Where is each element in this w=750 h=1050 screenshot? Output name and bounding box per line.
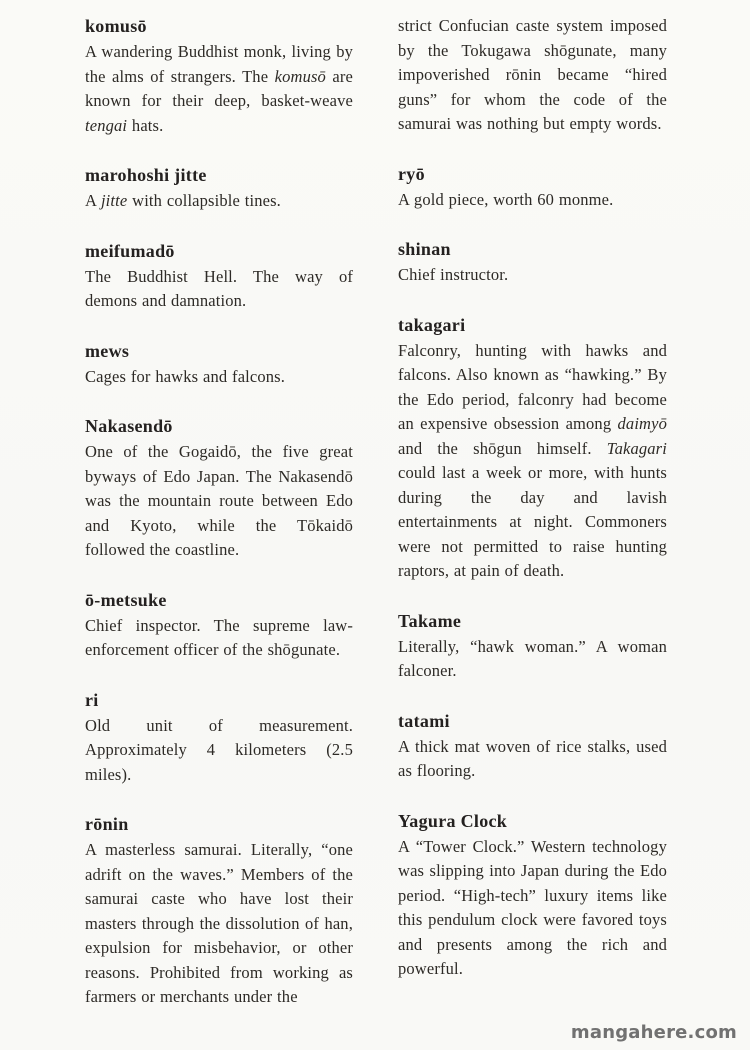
- glossary-definition: [398, 835, 667, 982]
- definition-segment: A: [85, 191, 101, 210]
- glossary-entry: [398, 809, 667, 982]
- definition-segment: hats.: [127, 115, 164, 135]
- definition-segment: A wandering Buddhist monk, living by the alms of strangers. The: [85, 42, 353, 86]
- glossary-entry: [85, 688, 353, 788]
- glossary-entry: [85, 588, 353, 663]
- glossary-term: Yagura Clock: [398, 810, 508, 831]
- definition-segment: One of the Gogaidō, the five great byways of Edo Japan. The Nakasendō was the mountain route between Edo and Kyoto, while the Tōkaidō followed the coastline.: [85, 442, 353, 559]
- glossary-definition: [398, 188, 667, 213]
- definition-segment: Old unit of measurement. Approximately 4 kilometers (2.5 miles).: [85, 715, 353, 784]
- glossary-definition: [398, 14, 667, 137]
- glossary-definition: [85, 838, 353, 1010]
- glossary-definition: [85, 265, 353, 314]
- definition-italic-segment: komusō: [274, 66, 326, 86]
- definition-italic-segment: jitte: [100, 191, 128, 210]
- glossary-column-left: [85, 14, 353, 1035]
- glossary-definition: [85, 440, 353, 563]
- glossary-term: mews: [85, 340, 130, 361]
- glossary-definition: [398, 339, 667, 584]
- glossary-term: Takame: [398, 610, 462, 631]
- glossary-definition: [398, 263, 667, 288]
- definition-segment: A thick mat woven of rice stalks, used as flooring.: [398, 736, 667, 780]
- glossary-definition: [85, 714, 353, 788]
- glossary-term: Nakasendō: [85, 416, 173, 436]
- definition-italic-segment: Takagari: [606, 438, 667, 458]
- glossary-definition: [85, 40, 353, 138]
- glossary-definition: [398, 635, 667, 684]
- glossary-column-right: [398, 14, 667, 1007]
- glossary-definition: [85, 614, 353, 663]
- glossary-term: marohoshi jitte: [85, 165, 207, 185]
- definition-segment: The Buddhist Hell. The way of demons and damnation.: [85, 266, 353, 310]
- glossary-entry: [85, 414, 353, 563]
- glossary-entry: [398, 162, 667, 213]
- definition-segment: A masterless samurai. Literally, “one adrift on the waves.” Members of the samurai caste who have lost their masters through the dissolution of han, expulsion for misbehavior, or other reasons. Prohibited from working as farmers or merchants under the: [85, 840, 353, 1006]
- glossary-term: tatami: [398, 710, 450, 731]
- definition-segment: could last a week or more, with hunts during the day and lavish entertainments at night. Commoners were not permitted to raise hunting raptors, at pain of death.: [398, 463, 667, 580]
- definition-segment: Literally, “hawk woman.” A woman falconer.: [398, 636, 667, 680]
- definition-italic-segment: tengai: [85, 115, 128, 135]
- glossary-entry: [398, 609, 667, 684]
- definition-segment: with collapsible tines.: [127, 191, 281, 210]
- glossary-entry: [85, 239, 353, 314]
- glossary-definition: [398, 735, 667, 784]
- glossary-term: shinan: [398, 239, 451, 259]
- glossary-term: ri: [85, 689, 99, 710]
- glossary-term: ō-metsuke: [85, 589, 167, 610]
- watermark-text: mangahere.com: [570, 1022, 737, 1043]
- glossary-entry: [398, 237, 667, 288]
- glossary-entry: [85, 339, 353, 390]
- glossary-term: komusō: [85, 16, 147, 36]
- definition-segment: Cages for hawks and falcons.: [85, 366, 286, 386]
- definition-segment: Chief inspector. The supreme law-enforcement officer of the shōgunate.: [85, 615, 353, 659]
- definition-segment: A “Tower Clock.” Western technology was slipping into Japan during the Edo period. “High-tech” luxury items like this pendulum clock were favored toys and presents among the rich and powerful.: [398, 836, 667, 978]
- glossary-term: rōnin: [85, 814, 129, 834]
- definition-segment: and the shōgun himself.: [398, 438, 607, 458]
- glossary-definition: [85, 189, 353, 214]
- definition-italic-segment: daimyō: [617, 414, 667, 433]
- glossary-entry: [398, 709, 667, 784]
- glossary-term: takagari: [398, 314, 466, 335]
- glossary-term: ryō: [398, 163, 425, 184]
- glossary-entry: [85, 14, 353, 138]
- glossary-entry: [398, 14, 667, 137]
- definition-segment: strict Confucian caste system imposed by the Tokugawa shōgunate, many impoverished rōnin became “hired guns” for whom the code of the samurai was nothing but empty words.: [398, 16, 667, 133]
- glossary-term: meifumadō: [85, 240, 175, 261]
- definition-segment: Chief instructor.: [398, 265, 509, 284]
- definition-segment: Falconry, hunting with hawks and falcons. Also known as “hawking.” By the Edo period, falconry had become an expensive obsession among: [398, 340, 667, 433]
- definition-segment: A gold piece, worth 60 monme.: [398, 189, 614, 209]
- glossary-entry: [85, 163, 353, 214]
- glossary-entry: [398, 313, 667, 584]
- definition-segment: are known for their deep, basket-weave: [85, 66, 353, 110]
- glossary-entry: [85, 812, 353, 1010]
- glossary-definition: [85, 365, 353, 390]
